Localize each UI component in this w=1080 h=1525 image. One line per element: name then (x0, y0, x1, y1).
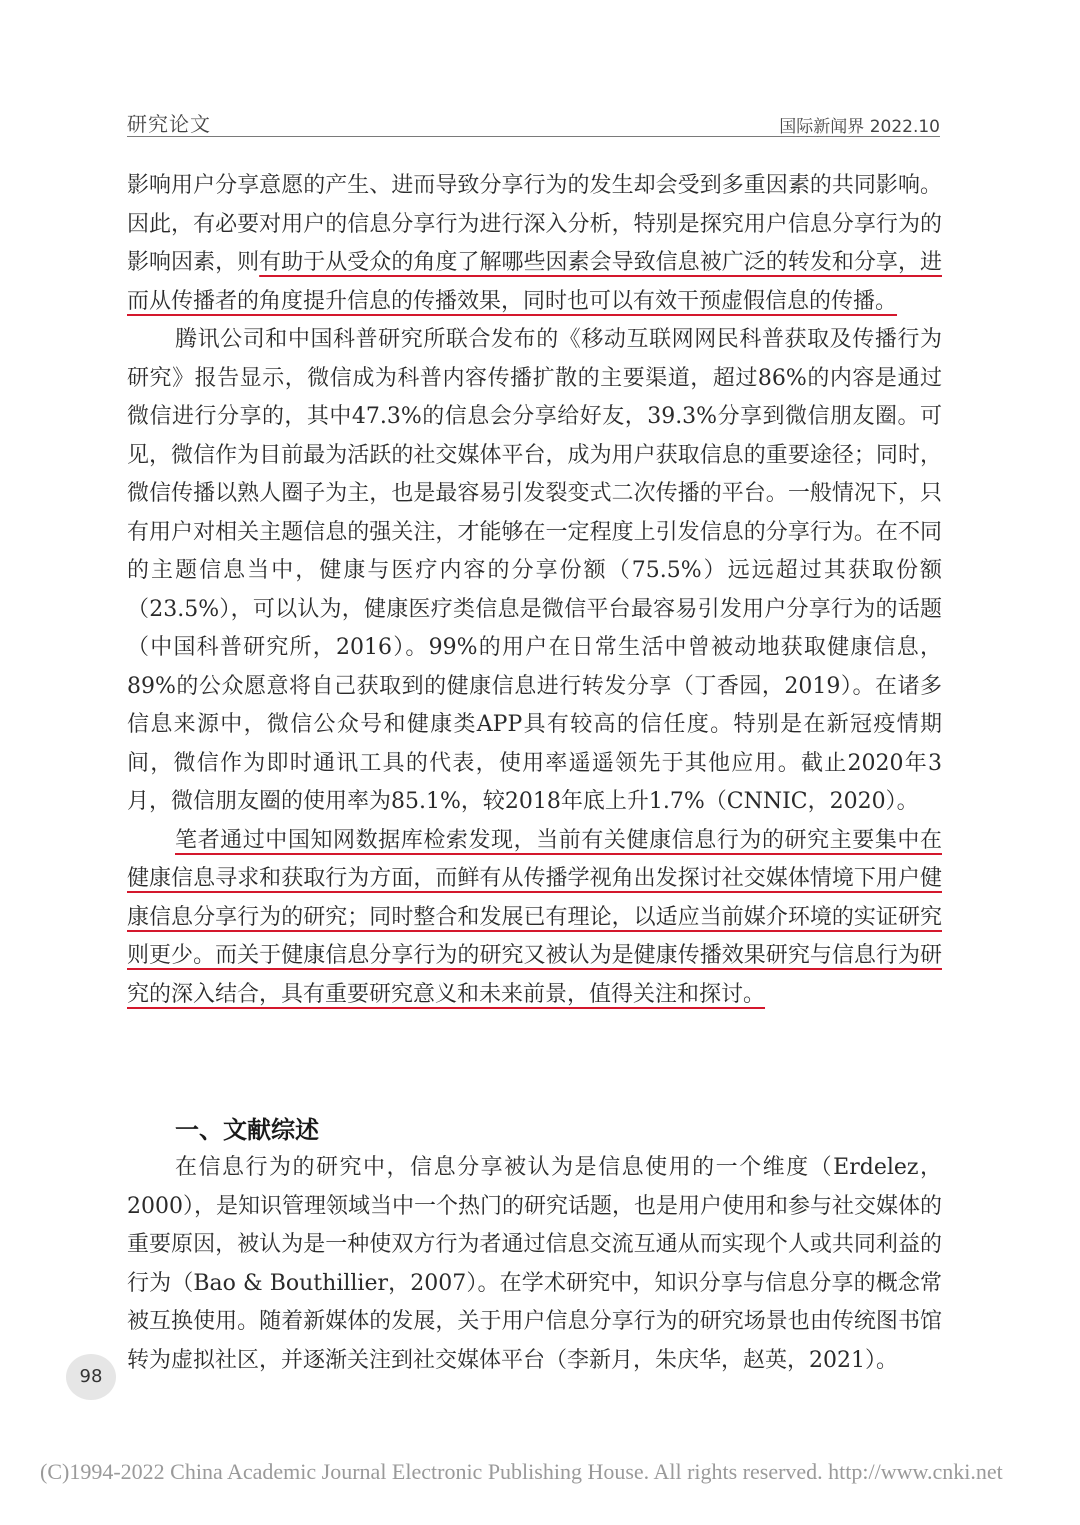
copyright-footer: (C)1994-2022 China Academic Journal Electronic Publishing House. All rights reserved. http://www.cnki.net (40, 1459, 1003, 1484)
paragraph-1-highlight: 有助于从受众的角度了解哪些因素会导致信息被广泛的转发和分享，进而从传播者的角度提升信息的传播效果，同时也可以有效干预虚假信息的传播。 (127, 250, 942, 314)
article-body-section-1 (127, 1149, 942, 1380)
page-number-badge: 98 (66, 1354, 116, 1400)
header-journal-issue: 国际新闻界 2022.10 (779, 117, 940, 137)
paragraph-3 (127, 822, 942, 1015)
paragraph-2: 腾讯公司和中国科普研究所联合发布的《移动互联网网民科普获取及传播行为研究》报告显示，微信成为科普内容传播扩散的主要渠道，超过86%的内容是通过微信进行分享的，其中47.3%的信息会分享给好友，39.3%分享到微信朋友圈。可见，微信作为目前最为活跃的社交媒体平台，成为用户获取信息的重要途径；同时，微信传播以熟人圈子为主，也是最容易引发裂变式二次传播的平台。一般情况下，只有用户对相关主题信息的强关注，才能够在一定程度上引发信息的分享行为。在不同的主题信息当中，健康与医疗内容的分享份额（75.5%）远远超过其获取份额（23.5%），可以认为，健康医疗类信息是微信平台最容易引发用户分享行为的话题（中国科普研究所，2016）。99%的用户在日常生活中曾被动地获取健康信息，89%的公众愿意将自己获取到的健康信息进行转发分享（丁香园，2019）。在诸多信息来源中，微信公众号和健康类APP具有较高的信任度。特别是在新冠疫情期间，微信作为即时通讯工具的代表，使用率遥遥领先于其他应用。截止2020年3月，微信朋友圈的使用率为85.1%，较2018年底上升1.7%（CNNIC，2020）。 (127, 327, 942, 814)
paragraph-1-text: 影响用户分享意愿的产生、进而导致分享行为的发生却会受到多重因素的共同影响。因此，有必要对用户的信息分享行为进行深入分析，特别是探究用户信息分享行为的影响因素，则 (127, 173, 942, 275)
paragraph-4: 在信息行为的研究中，信息分享被认为是信息使用的一个维度（Erdelez，2000），是知识管理领域当中一个热门的研究话题，也是用户使用和参与社交媒体的重要原因，被认为是一种使双方行为者通过信息交流互通从而实现个人或共同利益的行为（Bao & Bouthillier，2007）。在学术研究中，知识分享与信息分享的概念常被互换使用。随着新媒体的发展，关于用户信息分享行为的研究场景也由传统图书馆转为虚拟社区，并逐渐关注到社交媒体平台（李新月，朱庆华，赵英，2021）。 (127, 1155, 942, 1373)
paragraph-1 (127, 167, 942, 321)
section-heading: 一、文献综述 (175, 1116, 319, 1144)
header-section-label: 研究论文 (127, 112, 211, 136)
running-header (127, 106, 940, 137)
paragraph-3-highlight: 笔者通过中国知网数据库检索发现，当前有关健康信息行为的研究主要集中在健康信息寻求和获取行为方面，而鲜有从传播学视角出发探讨社交媒体情境下用户健康信息分享行为的研究；同时整合和发展已有理论，以适应当前媒介环境的实证研究则更少。而关于健康信息分享行为的研究又被认为是健康传播效果研究与信息行为研究的深入结合，具有重要研究意义和未来前景，值得关注和探讨。 (127, 827, 942, 1007)
article-body (127, 167, 942, 1014)
